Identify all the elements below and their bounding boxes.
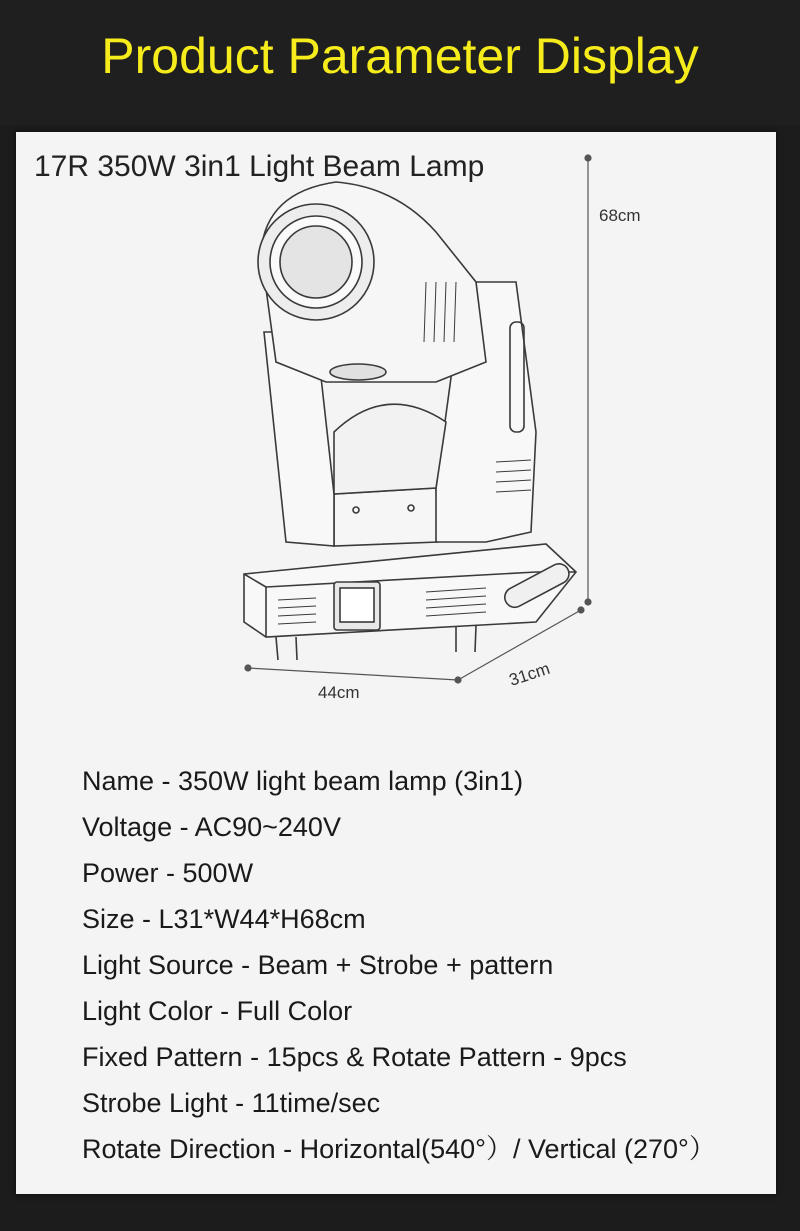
header-bar xyxy=(0,0,800,125)
spec-pattern: Fixed Pattern - 15pcs & Rotate Pattern - 9pcs xyxy=(82,1042,627,1072)
moving-head-lamp-sketch xyxy=(244,182,576,660)
width-dimension-label: 44cm xyxy=(318,683,360,702)
spec-power: Power - 500W xyxy=(82,858,254,888)
spec-rotate-direction: Rotate Direction - Horizontal(540°）/ Vertical (270°） xyxy=(82,1134,716,1164)
spec-light-source: Light Source - Beam + Strobe + pattern xyxy=(82,950,554,980)
product-title: 17R 350W 3in1 Light Beam Lamp xyxy=(34,150,485,183)
lamp-diagram xyxy=(16,132,776,732)
spec-voltage: Voltage - AC90~240V xyxy=(82,812,341,842)
product-panel xyxy=(16,132,776,1194)
depth-dimension-label: 31cm xyxy=(506,658,553,690)
spec-list xyxy=(82,758,716,1172)
spec-size: Size - L31*W44*H68cm xyxy=(82,904,366,934)
spec-strobe: Strobe Light - 11time/sec xyxy=(82,1088,381,1118)
height-dimension-label: 68cm xyxy=(599,206,641,225)
spec-name: Name - 350W light beam lamp (3in1) xyxy=(82,766,524,796)
page-title: Product Parameter Display xyxy=(101,27,699,84)
spec-light-color: Light Color - Full Color xyxy=(82,996,353,1026)
